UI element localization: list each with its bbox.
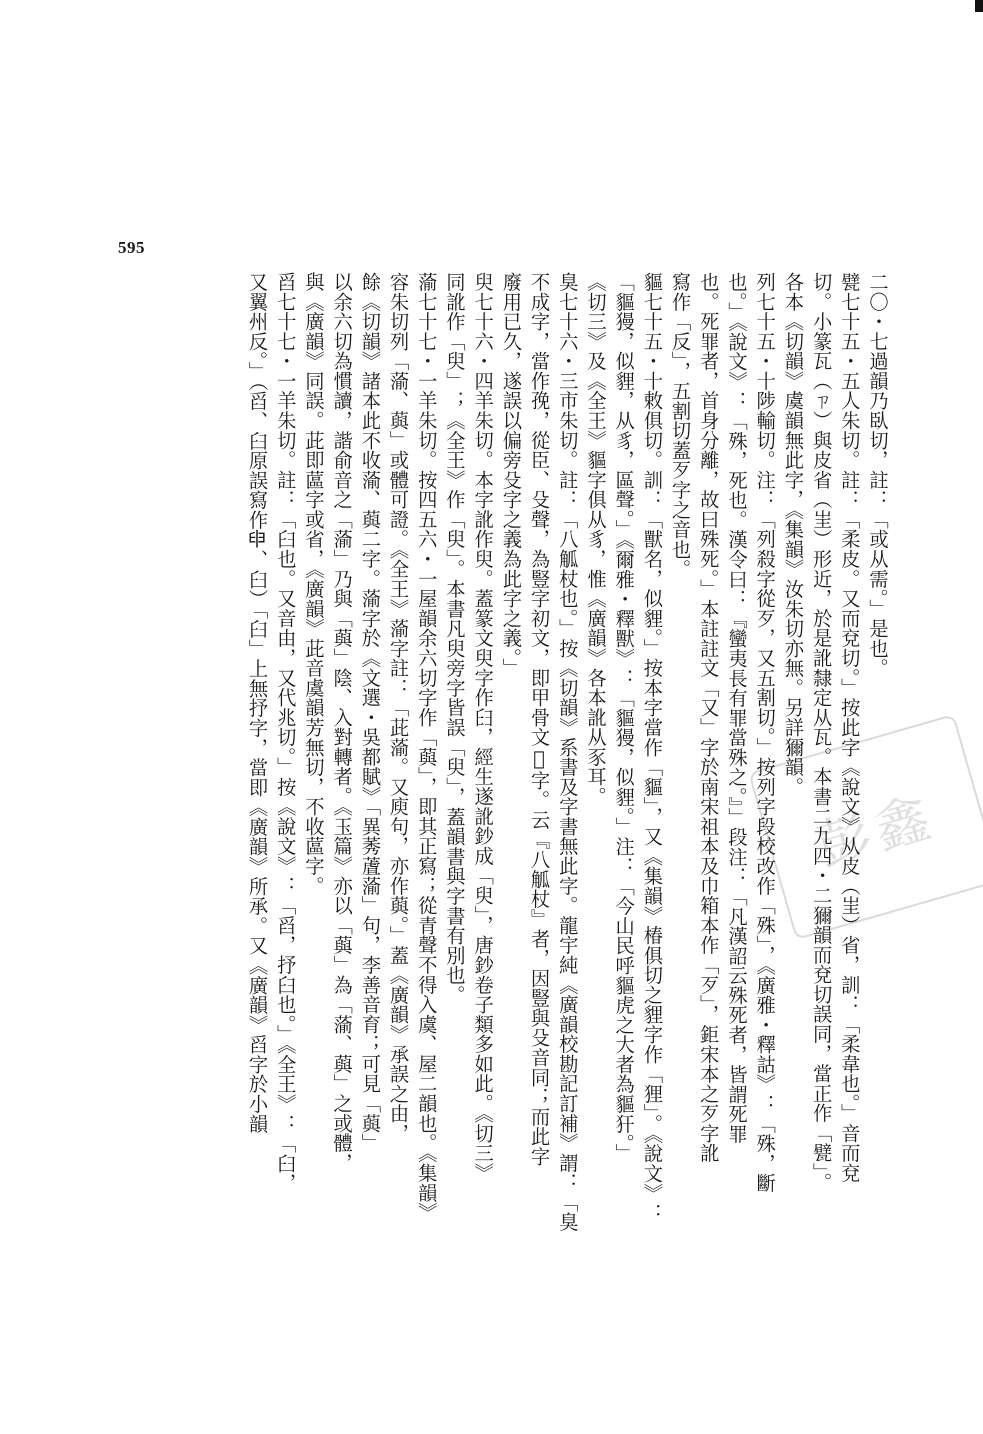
- text-column: 不成字，當作㝃，從臣、殳聲，為豎字初文，即甲骨文𢼸字。云『八觚杖』者，因豎與殳音同；而此字: [527, 272, 551, 1167]
- text-column: 舀七十七・一羊朱切。註：「臼也。又音由，又代兆切。」按《說文》：「舀，抒臼也。」《全王》：「臼，: [273, 272, 297, 1193]
- text-column: 容朱切列「蕍、藇」或體可證。《全王》蕍字註：「茈蕍。又庾句，亦作藇。」蓋《廣韻》承誤之由，: [386, 272, 410, 1144]
- text-column: 蕍七十七・一羊朱切。按四五六・一屋韻余六切字作「藇」，即其正寫；從青聲不得入虞、屋二韻也。《集韻》: [414, 272, 438, 1223]
- text-column: 二〇・七過韻乃臥切，註：「或从需。」是也。: [866, 272, 889, 678]
- text-column: 與《廣韻》同誤。茈即蓲字或省，《廣韻》茈音虞韻芳無切，不收蓲字。: [301, 272, 325, 896]
- text-column: 臭七十六・三市朱切。註：「八觚杖也。」按《切韻》系書及字書無此字。龍宇純《廣韻校勘記訂補》謂：「臭: [555, 272, 579, 1233]
- text-column: 又翼州反。」（舀、臼原誤寫作𦥔、臼）「臼」上無抒字，當即《廣韻》所承。又《廣韻》舀字於小韻: [245, 272, 269, 1134]
- text-column: 列七十五・十陟輸切。注：「列殺字從歹，又五割切。」按列字段校改作「殊」，《廣雅・釋詁》：「殊，斷: [753, 272, 777, 1193]
- text-column: 寫作「反」，五割切蓋歹字之音也。: [668, 272, 692, 579]
- text-column: 各本《切韻》虞韻無此字，《集韻》汝朱切亦無。另詳獮韻。: [781, 272, 805, 797]
- text-column: 也。死罪者，首身分離，故曰殊死。」本註註文「又」字於南宋祖本及巾箱本作「歹」，鉅宋本之歹字訛: [696, 272, 720, 1164]
- text-column: 切。小篆瓦（ㄗ）與皮省（㞷）形近，於是訛隸定从瓦。本書二九四・二獮韻而兗切誤同，當正作「甓」。: [809, 272, 833, 1193]
- vertical-text-body: [242, 272, 891, 1422]
- text-column: 《切三》及《全王》貙字俱从豸，惟《廣韻》各本訛从豕耳。: [583, 272, 607, 807]
- text-column: 餘《切韻》諸本此不收蕍、藇二字。蕍字於《文選・吳都賦》「異莠蔖蕍」句，李善音育；可見「藇」: [358, 272, 382, 1153]
- text-column: 也。」《說文》：「殊，死也。漢令曰：『蠻夷長有罪當殊之。』」段注：「凡漢詔云殊死者，皆謂死罪: [724, 272, 748, 1144]
- text-column: 同訛作「臾」；《全王》作「臾」。本書凡臾旁字皆誤「臾」，蓋韻書與字書有別也。: [442, 272, 466, 1005]
- text-column: 以余六切為慣讀，諧俞音之「蕍」乃與「藇」陰、入對轉者。《玉篇》亦以「藇」為「蕍、藇」之或體，: [330, 272, 354, 1173]
- seal-stamp-text: 彭鑫: [809, 784, 943, 878]
- scan-corner-mark: [975, 0, 983, 12]
- text-column: 臾七十六・四羊朱切。本字訛作臾。蓋篆文臾字作𦥑，經生遂訛鈔成「臾」，唐鈔卷子類多如此。《切三》: [471, 272, 495, 1183]
- text-column: 廢用已久，遂誤以偏旁殳字之義為此字之義。」: [499, 272, 523, 678]
- text-column: 「貙獌，似貍，从豸，區聲。」《爾雅・釋獸》：「貙獌，似貍。」注：「今山民呼貙虎之大者為貙犴。」: [612, 272, 636, 1164]
- page-number: 595: [118, 238, 145, 257]
- text-column: 貙七十五・十敕俱切。訓：「獸名，似貍。」按本字當作「貙」，又《集韻》椿俱切之貍字作「狸」。《說文》：: [640, 272, 664, 1223]
- text-column: 甓七十五・五人朱切。註：「柔皮。又而兗切。」按此字《說文》从皮（㞷）省，訓：「柔韋也。」音而兗: [837, 272, 861, 1183]
